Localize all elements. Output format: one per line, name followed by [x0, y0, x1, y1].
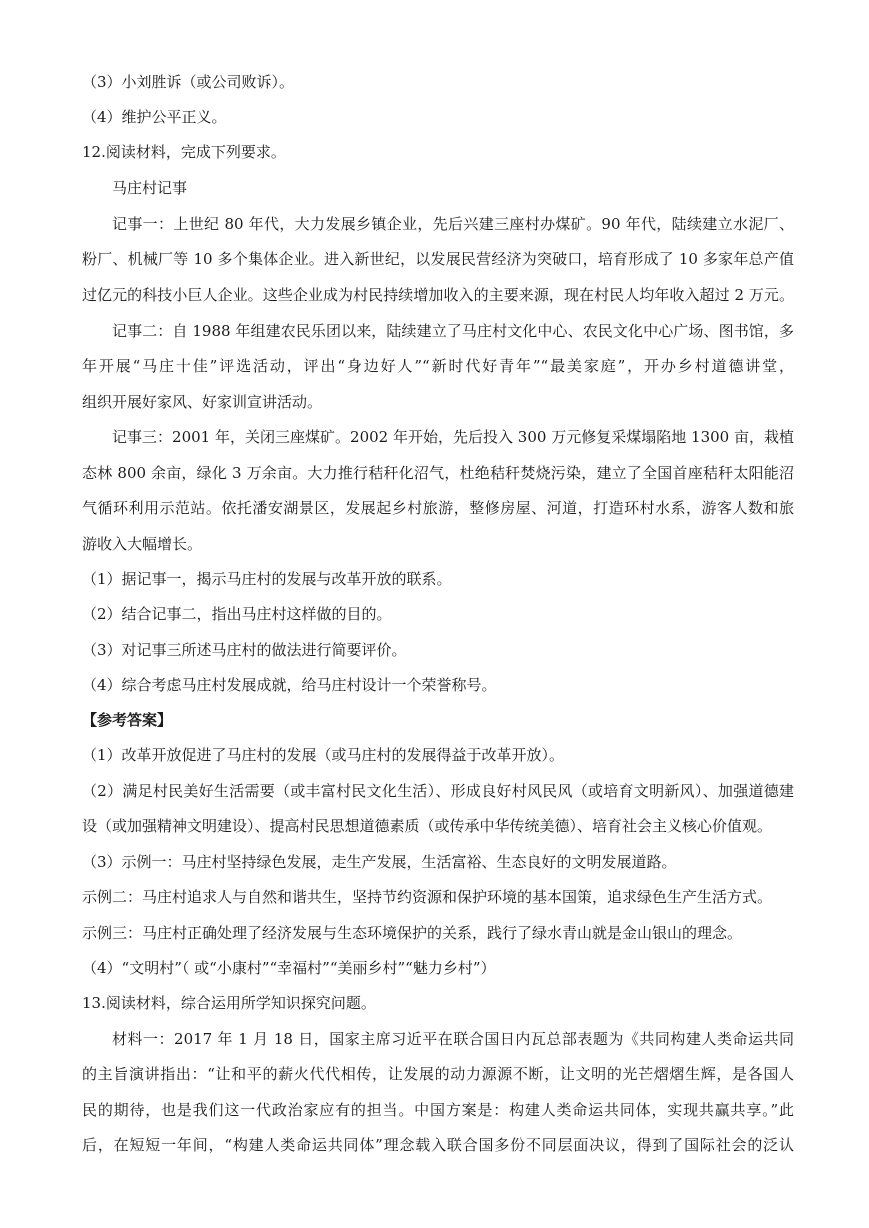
answer-heading: 【参考答案】 — [82, 711, 173, 729]
question-13-heading: 13.阅读材料，综合运用所学知识探究问题。 — [82, 994, 376, 1012]
question-12-2: （2）结合记事二，指出马庄村这样做的目的。 — [82, 605, 392, 623]
record-1-line-3: 过亿元的科技小巨人企业。这些企业成为村民持续增加收入的主要来源，现在村民人均年收入超过 2 万元。 — [82, 286, 794, 304]
answer-line-4: （4）维护公平正义。 — [82, 108, 227, 126]
record-1-line-1: 记事一：上世纪 80 年代，大力发展乡镇企业，先后兴建三座村办煤矿。90 年代，陆续建立水泥厂、 — [112, 215, 794, 233]
answer-line-3: （3）小刘胜诉（或公司败诉）。 — [82, 73, 295, 91]
record-1-line-2: 粉厂、机械厂等 10 多个集体企业。进入新世纪，以发展民营经济为突破口，培育形成了 10 多家年总产值 — [82, 250, 794, 268]
material-1-line-1: 材料一：2017 年 1 月 18 日，国家主席习近平在联合国日内瓦总部表题为《共同构建人类命运共同 — [112, 1030, 794, 1048]
question-12-1: （1）据记事一，揭示马庄村的发展与改革开放的联系。 — [82, 570, 452, 588]
question-12-heading: 12.阅读材料，完成下列要求。 — [82, 143, 286, 161]
answer-12-4: （4）“文明村”（ 或“小康村”“幸福村”“美丽乡村”“魅力乡村”） — [82, 959, 496, 977]
answer-12-1: （1）改革开放促进了马庄村的发展（或马庄村的发展得益于改革开放）。 — [82, 746, 565, 764]
answer-12-3-example-3: 示例三：马庄村正确处理了经济发展与生态环境保护的关系，践行了绿水青山就是金山银山的理念。 — [82, 924, 743, 942]
record-2-line-1: 记事二：自 1988 年组建农民乐团以来，陆续建立了马庄村文化中心、农民文化中心广场、图书馆，多 — [112, 322, 794, 340]
material-1-line-4: 后，在短短一年间，“构建人类命运共同体”理念载入联合国多份不同层面决议，得到了国际社会的泛认 — [82, 1136, 794, 1154]
record-3-line-3: 气循环利用示范站。依托潘安湖景区，发展起乡村旅游，整修房屋、河道，打造环村水系，游客人数和旅 — [82, 499, 794, 517]
answer-12-2-line-1: （2）满足村民美好生活需要（或丰富村民文化生活）、形成良好村风民风（或培育文明新风）、加强道德建 — [82, 782, 794, 800]
record-3-line-1: 记事三：2001 年，关闭三座煤矿。2002 年开始，先后投入 300 万元修复采煤塌陷地 1300 亩，栽植 — [112, 428, 794, 446]
answer-12-3-example-2: 示例二：马庄村追求人与自然和谐共生，坚持节约资源和保护环境的基本国策，追求绿色生产生活方式。 — [82, 888, 773, 906]
material-1-line-2: 的主旨演讲指出：“让和平的薪火代代相传，让发展的动力源源不断，让文明的光芒熠熠生辉，是各国人 — [82, 1065, 794, 1083]
question-12-4: （4）综合考虑马庄村发展成就，给马庄村设计一个荣誉称号。 — [82, 676, 497, 694]
answer-12-3-example-1: （3）示例一：马庄村坚持绿色发展，走生产发展，生活富裕、生态良好的文明发展道路。 — [82, 853, 677, 871]
question-12-3: （3）对记事三所述马庄村的做法进行简要评价。 — [82, 641, 407, 659]
record-3-line-2: 态林 800 余亩，绿化 3 万余亩。大力推行秸秆化沼气，杜绝秸秆焚烧污染，建立了全国首座秸秆太阳能沼 — [82, 464, 794, 482]
record-3-line-4: 游收入大幅增长。 — [82, 535, 203, 553]
answer-12-2-line-2: 设（或加强精神文明建设）、提高村民思想道德素质（或传承中华传统美德）、培育社会主义核心价值观。 — [82, 817, 773, 835]
record-2-line-3: 组织开展好家风、好家训宣讲活动。 — [82, 393, 323, 411]
record-2-line-2: 年开展“马庄十佳”评选活动，评出“身边好人”“新时代好青年”“最美家庭”，开办乡村道德讲堂， — [82, 357, 794, 375]
material-title: 马庄村记事 — [112, 179, 188, 197]
material-1-line-3: 民的期待，也是我们这一代政治家应有的担当。中国方案是：构建人类命运共同体，实现共赢共享。”此 — [82, 1101, 794, 1119]
